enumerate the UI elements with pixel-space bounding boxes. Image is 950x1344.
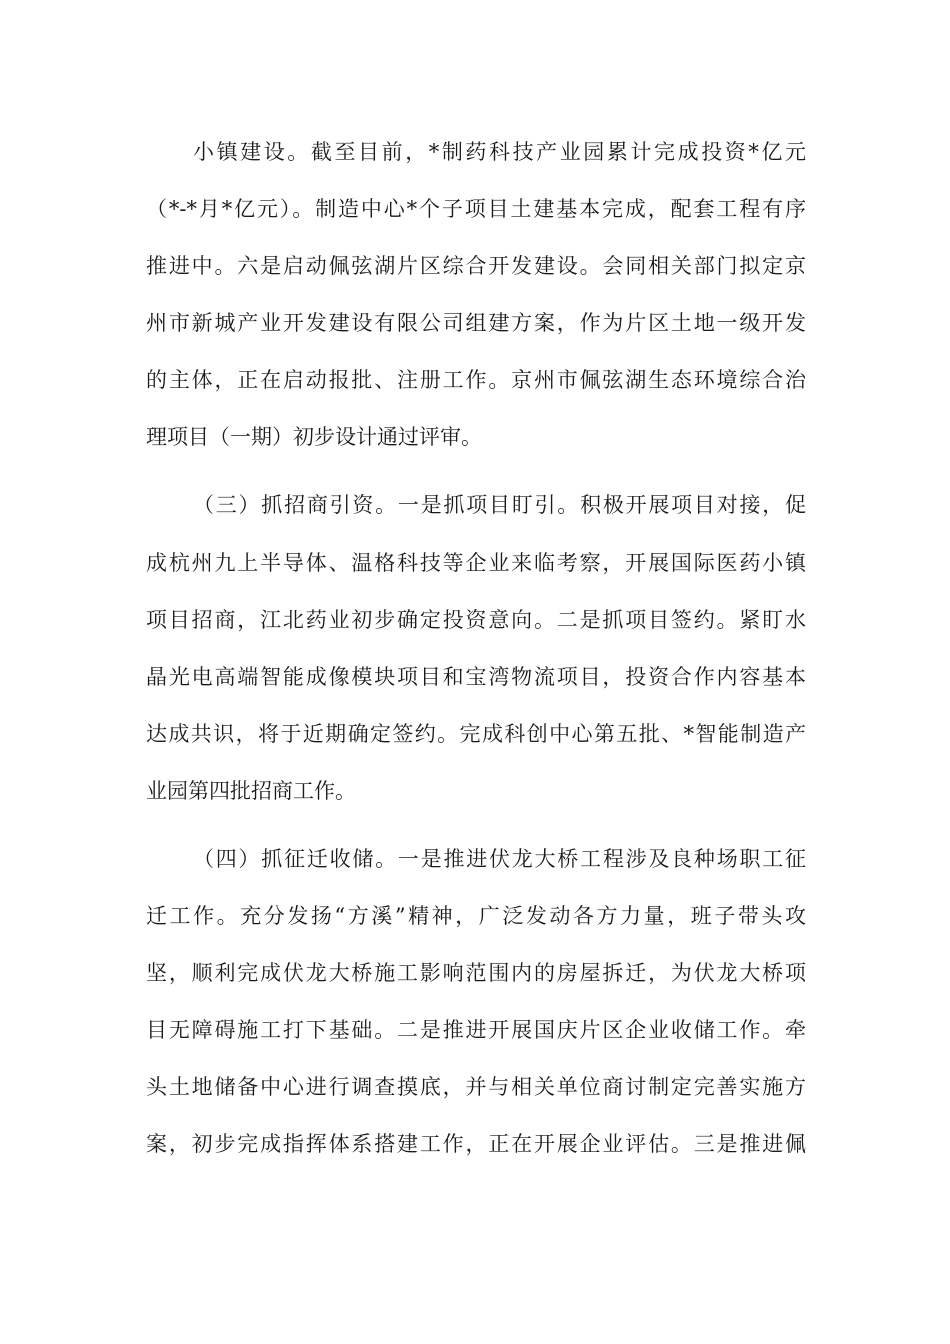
- paragraph-1-line-6: 理项目（一期）初步设计通过评审。: [146, 425, 482, 449]
- paragraph-2-line-3: 项目招商，江北药业初步确定投资意向。二是抓项目签约。紧盯水: [146, 608, 806, 632]
- paragraph-1-line-4: 州市新城产业开发建设有限公司组建方案，作为片区土地一级开发: [146, 311, 806, 335]
- paragraph-2-line-2: 成杭州九上半导体、温格科技等企业来临考察，开展国际医药小镇: [146, 551, 806, 575]
- paragraph-1-line-1: 小镇建设。截至目前，*制药科技产业园累计完成投资*亿元: [193, 140, 806, 164]
- paragraph-3-line-6: 案，初步完成指挥体系搭建工作，正在开展企业评估。三是推进佩: [146, 1132, 806, 1156]
- paragraph-1-line-2: （*-*月*亿元）。制造中心*个子项目土建基本完成，配套工程有序: [146, 197, 806, 221]
- paragraph-3-line-5: 头土地储备中心进行调查摸底，并与相关单位商讨制定完善实施方: [146, 1075, 806, 1099]
- paragraph-1-line-3: 推进中。六是启动佩弦湖片区综合开发建设。会同相关部门拟定京: [146, 254, 806, 278]
- paragraph-2-line-6: 业园第四批招商工作。: [146, 779, 356, 803]
- paragraph-2-line-1: （三）抓招商引资。一是抓项目盯引。积极开展项目对接，促: [193, 493, 806, 517]
- paragraph-2-line-5: 达成共识，将于近期确定签约。完成科创中心第五批、*智能制造产: [146, 722, 806, 746]
- paragraph-3-line-4: 目无障碍施工打下基础。二是推进开展国庆片区企业收储工作。牵: [146, 1018, 806, 1042]
- paragraph-1-line-5: 的主体，正在启动报批、注册工作。京州市佩弦湖生态环境综合治: [146, 368, 806, 392]
- paragraph-3-line-3: 坚，顺利完成伏龙大桥施工影响范围内的房屋拆迁，为伏龙大桥项: [146, 961, 806, 985]
- paragraph-3-line-1: （四）抓征迁收储。一是推进伏龙大桥工程涉及良种场职工征: [193, 847, 806, 871]
- paragraph-2-line-4: 晶光电高端智能成像模块项目和宝湾物流项目，投资合作内容基本: [146, 665, 806, 689]
- paragraph-3-line-2: 迁工作。充分发扬“方溪”精神，广泛发动各方力量，班子带头攻: [146, 904, 806, 928]
